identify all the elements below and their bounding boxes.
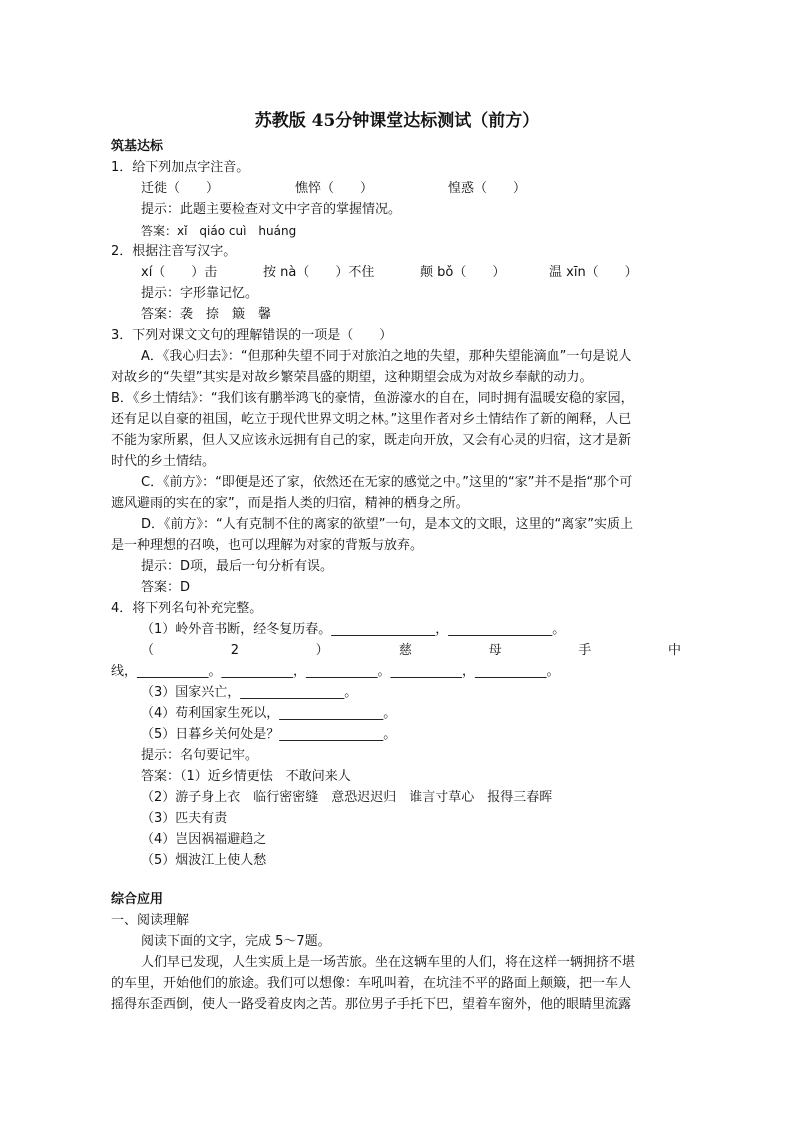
q4-item-2-head: （ 2 ） 慈 母 手 中	[141, 643, 681, 658]
q4-answer-line: （2）游子身上衣 临行密密缝 意恐迟迟归 谁言寸草心 报得三春晖	[141, 790, 553, 805]
q3-line: D．《前方》：“人有克制不住的离家的欲望”一句，是本文的文眼，这里的“离家”实质上	[141, 517, 633, 532]
q2-item-4: 温 xīn（ ）	[549, 265, 638, 280]
q4-answer-line: （4）岂因祸福避趋之	[141, 832, 267, 847]
q4-item-4: （4）苟利国家生死以，________________。	[141, 706, 397, 721]
reading-passage-line: 摇得东歪西倒，使人一路受着皮肉之苦。那位男子手托下巴，望着车窗外，他的眼睛里流露	[111, 997, 632, 1012]
q3-answer: 答案：D	[141, 580, 191, 595]
q1-item-1: 迁徙（ ）	[141, 181, 220, 196]
q3-line: 还有足以自豪的祖国，屹立于现代世界文明之林。”这里作者对乡土情结作了新的阐释，人已	[111, 412, 632, 427]
q4-answer-line: （5）烟波江上使人愁	[141, 853, 267, 868]
reading-passage-line: 人们早已发现，人生实质上是一场苦旅。坐在这辆车里的人们，将在这样一辆拥挤不堪	[141, 955, 636, 970]
q4-answer-line: （3）匹夫有责	[141, 811, 228, 826]
q1-item-3: 惶惑（ ）	[448, 181, 527, 196]
section-subheading-reading: 一、阅读理解	[111, 913, 190, 928]
q2-hint: 提示：字形靠记忆。	[141, 286, 259, 301]
section-heading-application: 综合应用	[111, 892, 164, 907]
q3-line: 时代的乡土情结。	[111, 454, 216, 469]
q1-hint: 提示：此题主要检查对文中字音的掌握情况。	[141, 202, 402, 217]
question-2-stem: 2．根据注音写汉字。	[111, 244, 237, 259]
q3-line: B．《乡土情结》：“我们该有鹏举鸿飞的豪情，鱼游濠水的自在，同时拥有温暖安稳的家园，	[111, 391, 634, 406]
q2-answer: 答案：袭 捺 簸 馨	[141, 307, 272, 322]
q3-line: 是一种理想的召唤，也可以理解为对家的背叛与放弃。	[111, 538, 424, 553]
document-title: 苏教版 45分钟课堂达标测试（前方）	[254, 111, 540, 131]
q3-line: A．《我心归去》：“但那种失望不同于对旅泊之地的失望，那种失望能滴血”一句是说人	[141, 349, 632, 364]
question-3-stem: 3．下列对课文文句的理解错误的一项是（ ）	[111, 328, 393, 343]
q1-answer: 答案：xǐ qiáo cuì huáng	[141, 224, 297, 238]
q1-item-2: 憔悴（ ）	[295, 181, 374, 196]
reading-passage-line: 的车里，开始他们的旅途。我们可以想像：车吼叫着，在坑洼不平的路面上颠簸，把一车人	[111, 976, 632, 991]
q2-item-3: 颠 bǒ（ ）	[420, 265, 506, 280]
question-4-stem: 4．将下列名句补充完整。	[111, 601, 263, 616]
section-heading-basics: 筑基达标	[111, 139, 164, 154]
q4-item-1: （1）岭外音书断，经冬复历春。________________，________________。	[141, 622, 566, 637]
q3-hint: 提示：D项，最后一句分析有误。	[141, 559, 334, 574]
q3-line: 遮风避雨的实在的家”，而是指人类的归宿，精神的栖身之所。	[111, 496, 469, 511]
q4-item-2-tail: 线，___________。___________，___________。___________，___________。	[111, 664, 560, 679]
question-1-stem: 1．给下列加点字注音。	[111, 160, 250, 175]
q3-line: C．《前方》：“即便是还了家，依然还在无家的感觉之中。”这里的“家”并不是指“那个可	[141, 475, 633, 490]
q3-line: 对故乡的“失望”其实是对故乡繁荣昌盛的期望，这种期望会成为对故乡奉献的动力。	[111, 370, 593, 385]
q4-item-3: （3）国家兴亡，________________。	[141, 685, 358, 700]
q4-item-5: （5）日暮乡关何处是？________________。	[141, 727, 397, 742]
q2-item-2: 按 nà（ ）不住	[263, 265, 375, 280]
q3-line: 不能为家所累，但人又应该永远拥有自己的家，既走向开放，又会有心灵的归宿，这才是新	[111, 433, 632, 448]
q2-item-1: xí（ ）击	[141, 265, 218, 280]
q4-answer-line: 答案：（1）近乡情更怯 不敢问来人	[141, 769, 351, 784]
reading-intro: 阅读下面的文字，完成 5～7题。	[141, 934, 331, 949]
q4-hint: 提示：名句要记牢。	[141, 748, 259, 763]
